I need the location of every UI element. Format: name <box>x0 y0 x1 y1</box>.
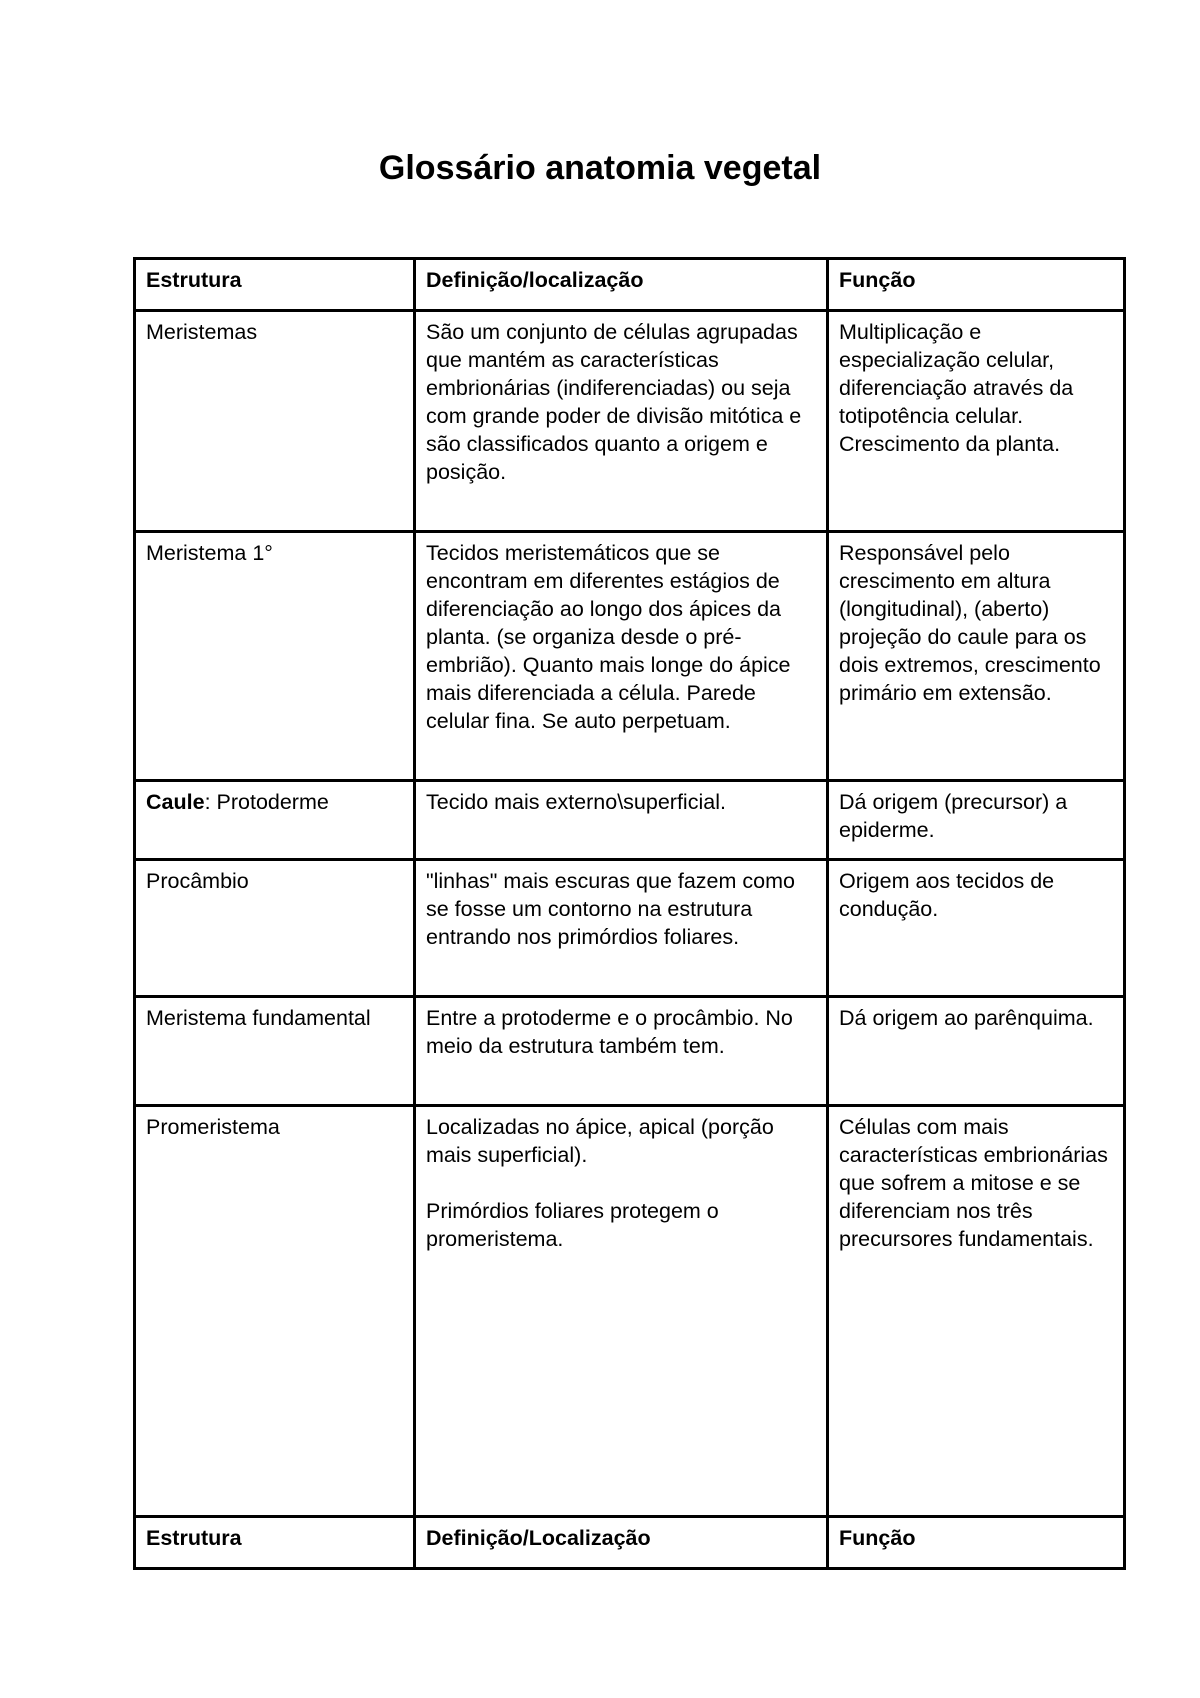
cell-definicao: "linhas" mais escuras que fazem como se fosse um contorno na estrutura entrando nos primórdios foliares. <box>415 860 828 997</box>
cell-estrutura-rest: : Protoderme <box>204 790 329 814</box>
table-repeated-header-row <box>135 1517 1125 1569</box>
header-definicao: Definição/Localização <box>415 1517 828 1569</box>
cell-funcao: Dá origem (precursor) a epiderme. <box>828 781 1125 860</box>
cell-estrutura: Promeristema <box>135 1106 415 1517</box>
cell-definicao: Tecidos meristemáticos que se encontram em diferentes estágios de diferenciação ao longo dos ápices da planta. (se organiza desde o pré-embrião). Quanto mais longe do ápice mais diferenciada a célula. Parede celular fina. Se auto perpetuam. <box>415 532 828 781</box>
cell-funcao: Responsável pelo crescimento em altura (longitudinal), (aberto) projeção do caule para os dois extremos, crescimento primário em extensão. <box>828 532 1125 781</box>
table-row <box>135 860 1125 997</box>
page-title: Glossário anatomia vegetal <box>378 149 822 187</box>
header-definicao: Definição/localização <box>415 259 828 311</box>
header-funcao: Função <box>828 1517 1125 1569</box>
cell-funcao: Multiplicação e especialização celular, diferenciação através da totipotência celular. Crescimento da planta. <box>828 311 1125 532</box>
glossary-table <box>133 257 1126 1570</box>
cell-estrutura: Meristemas <box>135 311 415 532</box>
table-row <box>135 781 1125 860</box>
cell-definicao-paragraph-2: Primórdios foliares protegem o promeristema. <box>426 1199 719 1251</box>
cell-funcao: Origem aos tecidos de condução. <box>828 860 1125 997</box>
cell-definicao: Tecido mais externo\superficial. <box>415 781 828 860</box>
cell-estrutura: Procâmbio <box>135 860 415 997</box>
table-row <box>135 997 1125 1106</box>
header-estrutura: Estrutura <box>135 259 415 311</box>
cell-estrutura: Meristema fundamental <box>135 997 415 1106</box>
table-row <box>135 1106 1125 1517</box>
cell-definicao-paragraph-1: Localizadas no ápice, apical (porção mais superficial). <box>426 1115 774 1167</box>
cell-definicao <box>415 1106 828 1517</box>
cell-funcao: Dá origem ao parênquima. <box>828 997 1125 1106</box>
cell-estrutura: Meristema 1° <box>135 532 415 781</box>
header-funcao: Função <box>828 259 1125 311</box>
table-row <box>135 311 1125 532</box>
cell-definicao: São um conjunto de células agrupadas que mantém as características embrionárias (indiferenciadas) ou seja com grande poder de divisão mitótica e são classificados quanto a origem e posição. <box>415 311 828 532</box>
cell-estrutura-bold: Caule <box>146 790 205 814</box>
cell-estrutura <box>135 781 415 860</box>
cell-definicao: Entre a protoderme e o procâmbio. No meio da estrutura também tem. <box>415 997 828 1106</box>
table-row <box>135 532 1125 781</box>
header-estrutura: Estrutura <box>135 1517 415 1569</box>
table-header-row <box>135 259 1125 311</box>
cell-funcao: Células com mais características embrionárias que sofrem a mitose e se diferenciam nos três precursores fundamentais. <box>828 1106 1125 1517</box>
